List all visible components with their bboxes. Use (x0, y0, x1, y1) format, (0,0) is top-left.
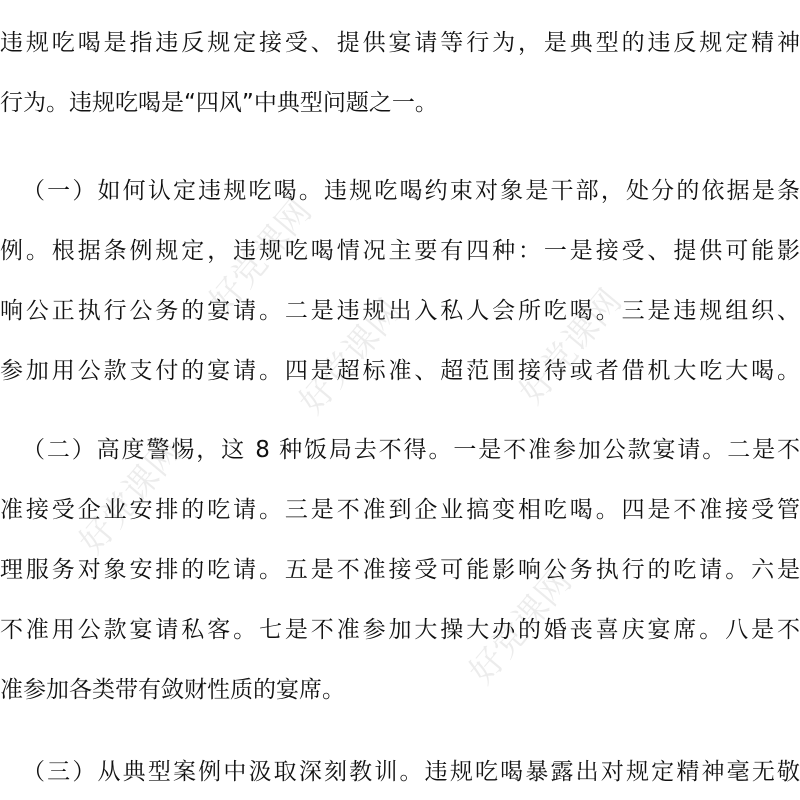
paragraph-line: 准接受企业安排的吃请。三是不准到企业搞变相吃喝。四是不准接受管 (0, 497, 800, 523)
paragraph-line: 例。根据条例规定，违规吃喝情况主要有四种：一是接受、提供可能影 (0, 238, 800, 264)
paragraph-line: （二）高度警惕，这 8 种饭局去不得。一是不准参加公款宴请。二是不 (22, 437, 800, 463)
paragraph-line: 不准用公款宴请私客。七是不准参加大操大办的婚丧喜庆宴席。八是不 (0, 617, 800, 643)
paragraph-line: 参加用公款支付的宴请。四是超标准、超范围接待或者借机大吃大喝。 (0, 358, 800, 384)
watermark: 好党课网 (71, 431, 190, 562)
watermark: 好党课网 (461, 561, 580, 692)
paragraph-line: 理服务对象安排的吃请。五是不准接受可能影响公务执行的吃请。六是 (0, 557, 800, 583)
paragraph-line: （一）如何认定违规吃喝。违规吃喝约束对象是干部，处分的依据是条 (22, 178, 800, 204)
paragraph-line: 违规吃喝是指违反规定接受、提供宴请等行为，是典型的违反规定精神 (0, 30, 800, 56)
paragraph-line: （三）从典型案例中汲取深刻教训。违规吃喝暴露出对规定精神毫无敬 (22, 759, 800, 785)
paragraph-line: 准参加各类带有敛财性质的宴席。 (0, 677, 345, 703)
paragraph-line: 行为。违规吃喝是“四风”中典型问题之一。 (0, 90, 438, 116)
watermark: 好党课网 (201, 191, 320, 322)
paragraph-line: 响公正执行公务的宴请。二是违规出入私人会所吃喝。三是违规组织、 (0, 298, 800, 324)
watermark: 好党课网 (291, 291, 410, 422)
watermark: 好党课网 (511, 281, 630, 412)
